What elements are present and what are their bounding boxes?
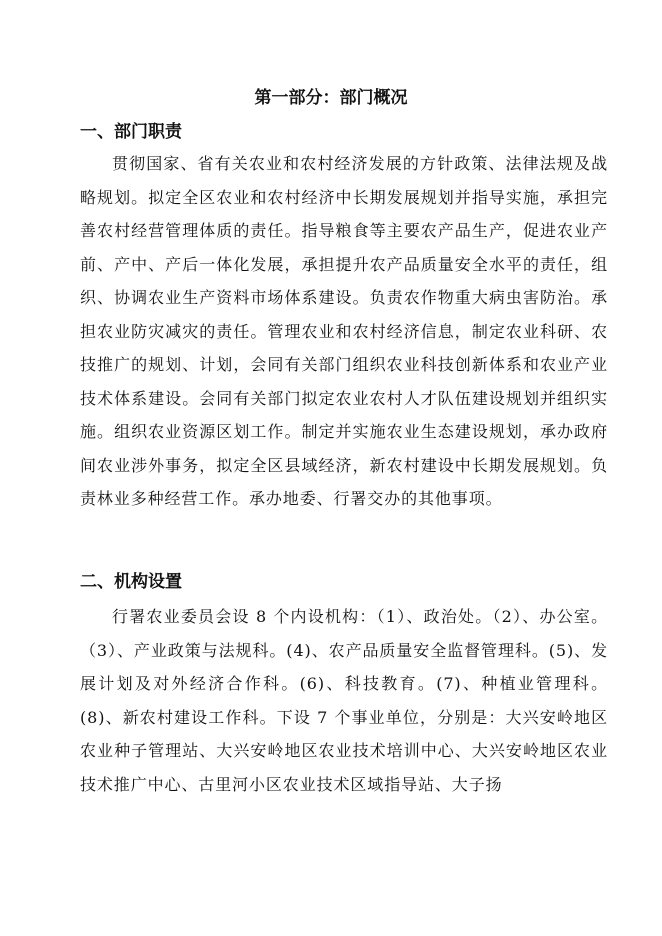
section-body-responsibilities: 贯彻国家、省有关农业和农村经济发展的方针政策、法律法规及战略规划。拟定全区农业和农村经济中长期发展规划并指导实施，承担完善农村经营管理体质的责任。指导粮食等主要农产品生产，促进农业产前、产中、产后一体化发展，承担提升农产品质量安全水平的责任，组织、协调农业生产资料市场体系建设。负责农作物重大病虫害防治。承担农业防灾减灾的责任。管理农业和农村经济信息，制定农业科研、农技推广的规划、计划，会同有关部门组织农业科技创新体系和农业产业技术体系建设。会同有关部门拟定农业农村人才队伍建设规划并组织实施。组织农业资源区划工作。制定并实施农业生态建设规划，承办政府间农业涉外事务，拟定全区县域经济，新农村建设中长期发展规划。负责林业多种经营工作。承办地委、行署交办的其他事项。: [80, 154, 608, 508]
section-heading-organization: 二、机构设置: [80, 572, 182, 592]
page-title: 第一部分：部门概况: [254, 88, 408, 108]
section-body-organization: 行署农业委员会设 8 个内设机构：（1）、政治处。（2）、办公室。（3）、产业政策与法规科。(4)、农产品质量安全监督管理科。(5)、发展计划及对外经济合作科。(6)、科技教育。(7)、种植业管理科。(8)、新农村建设工作科。下设 7 个事业单位，分别是：大兴安岭地区农业种子管理站、大兴安岭地区农业技术培训中心、大兴安岭地区农业技术推广中心、古里河小区农业技术区域指导站、大子扬: [80, 607, 608, 794]
section-heading-responsibilities: 一、部门职责: [80, 122, 182, 142]
